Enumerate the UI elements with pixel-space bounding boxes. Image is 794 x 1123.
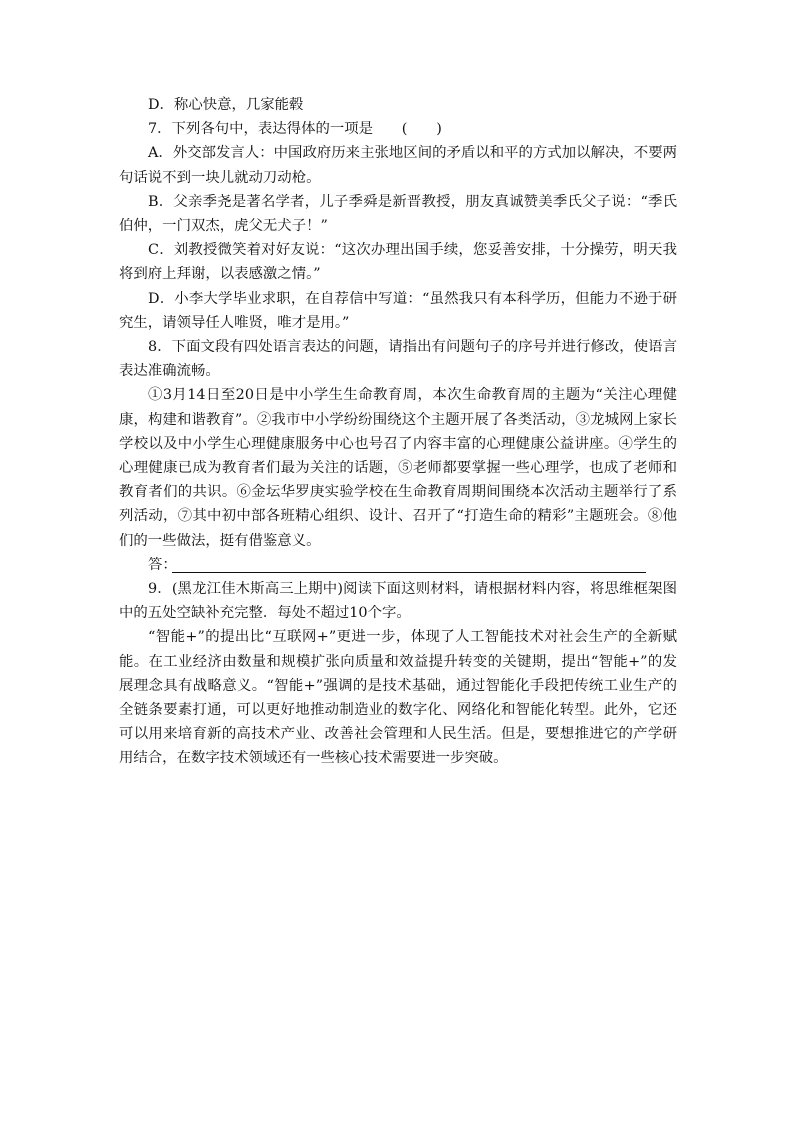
q7-option-d: D．小李大学毕业求职，在自荐信中写道：“虽然我只有本科学历，但能力不逊于研究生，请领导任人唯贤，唯才是用。” <box>119 290 677 331</box>
q8-answer-line[interactable] <box>172 572 646 573</box>
q7-option-a: A．外交部发言人：中国政府历来主张地区间的矛盾以和平的方式加以解决，不要两句话说不到一块儿就动刀动枪。 <box>119 145 677 186</box>
document-page <box>119 93 677 771</box>
q8-passage: ①3月14日至20日是中小学生生命教育周，本次生命教育周的主题为“关注心理健康，构建和谐教育”。②我市中小学纷纷围绕这个主题开展了各类活动，③龙城网上家长学校以及中小学生心理健康服务中心也号召了内容丰富的心理健康公益讲座。④学生的心理健康已成为教育者们最为关注的话题，⑤老师都要掌握一些心理学，也成了老师和教育者们的共识。⑥金坛华罗庚实验学校在生命教育周期间围绕本次活动主题举行了系列活动，⑦其中初中部各班精心组织、设计、召开了“打造生命的精彩”主题班会。⑧他们的一些做法，挺有借鉴意义。 <box>119 387 677 549</box>
q7-option-c: C．刘教授微笑着对好友说：“这次办理出国手续，您妥善安排，十分操劳，明天我将到府上拜谢，以表感激之情。” <box>119 242 677 283</box>
q6-option-d: D．称心快意，几家能毂 <box>148 97 304 113</box>
q8-stem: 8．下面文段有四处语言表达的问题，请指出有问题句子的序号并进行修改，使语言表达准确流畅。 <box>119 339 677 380</box>
q9-stem: 9．(黑龙江佳木斯高三上期中)阅读下面这则材料，请根据材料内容，将思维框架图中的五处空缺补充完整．每处不超过10个字。 <box>119 581 677 622</box>
q7-stem: 7．下列各句中，表达得体的一项是 ( ) <box>148 121 442 138</box>
q7-option-b: B．父亲季尧是著名学者，儿子季舜是新晋教授，朋友真诚赞美季氏父子说：“季氏伯仲，一门双杰，虎父无犬子！” <box>119 193 677 235</box>
q8-answer-label: 答： <box>148 556 177 573</box>
q8-answer-row <box>119 553 677 577</box>
q9-material: “智能+”的提出比“互联网+”更进一步，体现了人工智能技术对社会生产的全新赋能。在工业经济由数量和规模扩张向质量和效益提升转变的关键期，提出“智能+”的发展理念具有战略意义。“智能+”强调的是技术基础，通过智能化手段把传统工业生产的全链条要素打通，可以更好地推动制造业的数字化、网络化和智能化转型。此外，它还可以用来培育新的高技术产业、改善社会管理和人民生活。但是，要想推进它的产学研用结合，在数字技术领域还有一些核心技术需要进一步突破。 <box>119 629 677 767</box>
